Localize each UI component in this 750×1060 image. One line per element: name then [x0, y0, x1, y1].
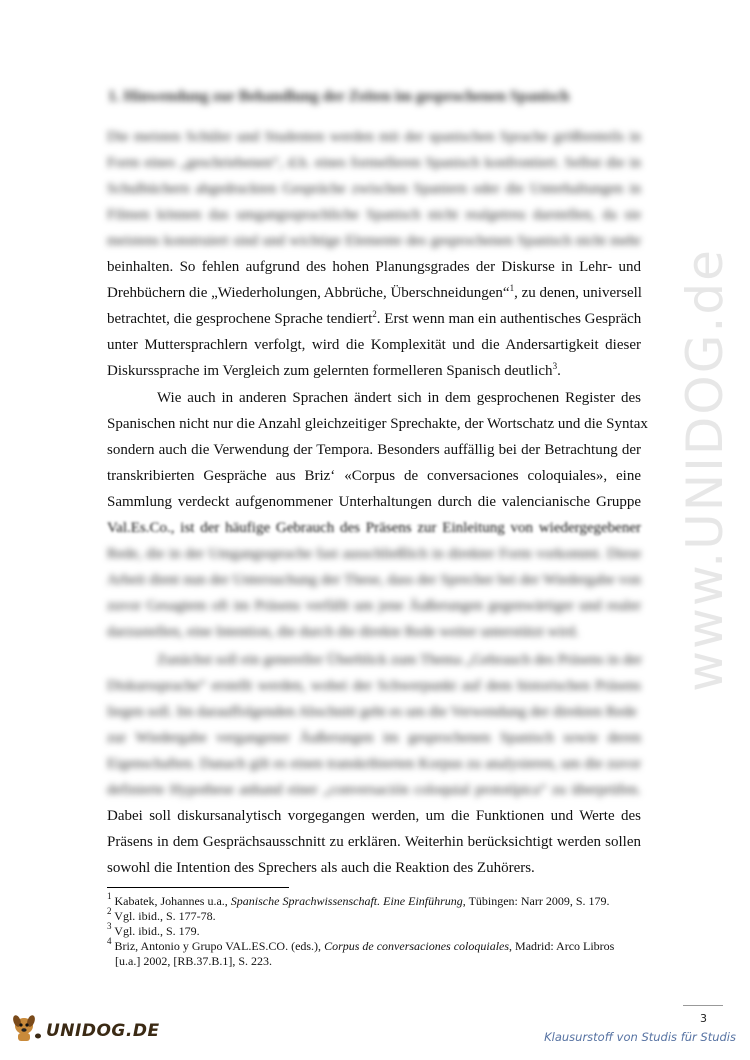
text-line: beinhalten. So fehlen aufgrund des hohen Planungsgrades der Diskurse in Lehr- und	[107, 259, 641, 275]
text-line	[107, 280, 641, 306]
paragraph-2	[107, 385, 648, 645]
text-span: Drehbüchern die „Wiederholungen, Abbrüche, Überschneidungen“	[107, 285, 510, 301]
text-line: Spanischen nicht nur die Anzahl gleichzeitiger Sprechakte, der Wortschatz und die Syntax	[107, 416, 648, 432]
footer-tagline: Klausurstoff von Studis für Studis	[544, 1030, 736, 1044]
text-line: Wie auch in anderen Sprachen ändert sich in dem gesprochenen Register des	[157, 390, 641, 406]
blurred-line: Filmen können das umgangssprachliche Spanisch nicht realgetreu darstellen, da sie	[107, 207, 641, 223]
blurred-line: zur Wiedergabe vergangener Äußerungen im gesprochenen Spanisch sowie deren	[107, 730, 641, 746]
text-line: sowohl die Intention des Sprechers als auch die Reaktion des Zuhörers.	[107, 860, 535, 876]
footnote-3	[107, 921, 647, 939]
text-span: Corpus de conversaciones coloquiales	[324, 939, 510, 953]
blurred-line: liegen soll. Im darauffolgenden Abschnitt geht es um die Verwendung der direkten Rede	[107, 704, 637, 720]
text-span: .	[557, 363, 561, 379]
text-line: unter Muttersprachlern verfolgt, wird die Komplexität und die Andersartigkeit dieser	[107, 337, 641, 353]
blurred-line: darzustellen, eine Intention, die durch die direkte Rede weiter unterstützt wird.	[107, 624, 579, 640]
blurred-line: meistens konstruiert sind und wichtige Elemente des gesprochenen Spanisch nicht mehr	[107, 233, 641, 249]
text-span: Diskurssprache im Vergleich zum gelernten formelleren Spanisch deutlich	[107, 363, 553, 379]
text-line	[107, 358, 641, 384]
footnote-2	[107, 906, 647, 924]
watermark: www.UNIDOG.de	[676, 248, 734, 692]
footnote-number: 4	[107, 936, 112, 946]
blurred-line: Zunächst soll ein genereller Überblick zum Thema „Gebrauch des Präsens in der	[157, 652, 642, 668]
footnote-ref: 2	[372, 309, 377, 319]
footnotes	[107, 891, 647, 969]
text-line	[107, 306, 641, 332]
text-line: Val.Es.Co., ist der häufige Gebrauch des Präsens zur Einleitung von wiedergegebener	[107, 520, 641, 536]
text-line: Sammlung verdeckt aufgenommener Unterhaltungen durch die valencianische Gruppe	[107, 494, 641, 510]
text-span: , Madrid: Arco Libros	[509, 939, 615, 953]
text-span: . Erst wenn man ein authentisches Gespräch	[376, 311, 642, 327]
blurred-line: Rede, die in der Umgangssprache fast ausschließlich in direkter Form vorkommt. Diese	[107, 546, 641, 562]
footnote-number: 1	[107, 891, 112, 901]
footnote-4	[107, 936, 647, 954]
footnote-separator	[107, 887, 289, 888]
page-number-rule	[683, 1005, 723, 1006]
text-span: Kabatek, Johannes u.a.,	[111, 894, 231, 908]
unidog-logo	[10, 1012, 160, 1049]
footnote-1	[107, 891, 647, 909]
footnote-ref: 3	[552, 361, 558, 371]
text-line: Dabei soll diskursanalytisch vorgegangen werden, um die Funktionen und Werte des	[107, 808, 641, 824]
footnote-4-continued: [u.a.] 2002, [RB.37.B.1], S. 223.	[115, 954, 272, 968]
logo-text: UNIDOG.DE	[46, 1020, 160, 1041]
dog-icon	[10, 1012, 44, 1049]
blurred-line: definierte Hypothese anhand einer „conversación coloquial prototípica“ zu überprüfen.	[107, 782, 641, 798]
footnote-number: 2	[107, 906, 112, 916]
paragraph-3	[107, 647, 641, 881]
text-line: Präsens in dem Gesprächsausschnitt zu erklären. Weiterhin berücksichtigt werden sollen	[107, 834, 641, 850]
footnote-ref: 1	[509, 283, 515, 293]
section-heading: 1. Hinwendung zur Behandlung der Zeiten im gesprochenen Spanisch	[108, 88, 570, 105]
text-span: Spanische Sprachwissenschaft. Eine Einführung	[230, 894, 463, 908]
text-line: sondern auch die Verwendung der Tempora. Besonders auffällig bei der Betrachtung der	[107, 442, 641, 458]
blurred-line: Arbeit dient nun der Untersuchung der These, dass der Sprecher bei der Wiedergabe von	[107, 572, 641, 588]
text-span: Briz, Antonio y Grupo VAL.ES.CO. (eds.),	[111, 939, 325, 953]
blurred-line: zuvor Gesagtem oft im Präsens verfällt um jene Äußerungen gegenwärtiger und realer	[107, 598, 641, 614]
text-span: betrachtet, die gesprochene Sprache tendiert	[107, 311, 373, 327]
text-span: , zu denen, universell	[514, 285, 642, 301]
blurred-line: Eigenschaften. Danach gilt es einen transkribierten Korpus zu analysieren, um die zuvor	[107, 756, 641, 772]
blurred-line: Diskurssprache“ erstellt werden, wobei der Schwerpunkt auf dem historischen Präsens	[107, 678, 641, 694]
text-line: transkribierten Gespräche aus Briz‘ «Corpus de conversaciones coloquiales», eine	[107, 468, 641, 484]
paragraph-1	[107, 124, 641, 384]
page-number: 3	[700, 1012, 707, 1025]
footnote-number: 3	[107, 921, 112, 931]
text-span: , Tübingen: Narr 2009, S. 179.	[462, 894, 610, 908]
blurred-line: Schulbüchern abgedruckten Gespräche zwischen Spaniern oder die Unterhaltungen in	[107, 181, 641, 197]
blurred-line: Die meisten Schüler und Studenten werden mit der spanischen Sprache größtenteils in	[107, 129, 641, 145]
blurred-line: Form eines „geschriebenen“, d.h. eines formelleren Spanisch konfrontiert. Selbst die in	[107, 155, 641, 171]
text-span: Vgl. ibid., S. 179.	[111, 924, 200, 938]
text-span: Vgl. ibid., S. 177-78.	[111, 909, 216, 923]
